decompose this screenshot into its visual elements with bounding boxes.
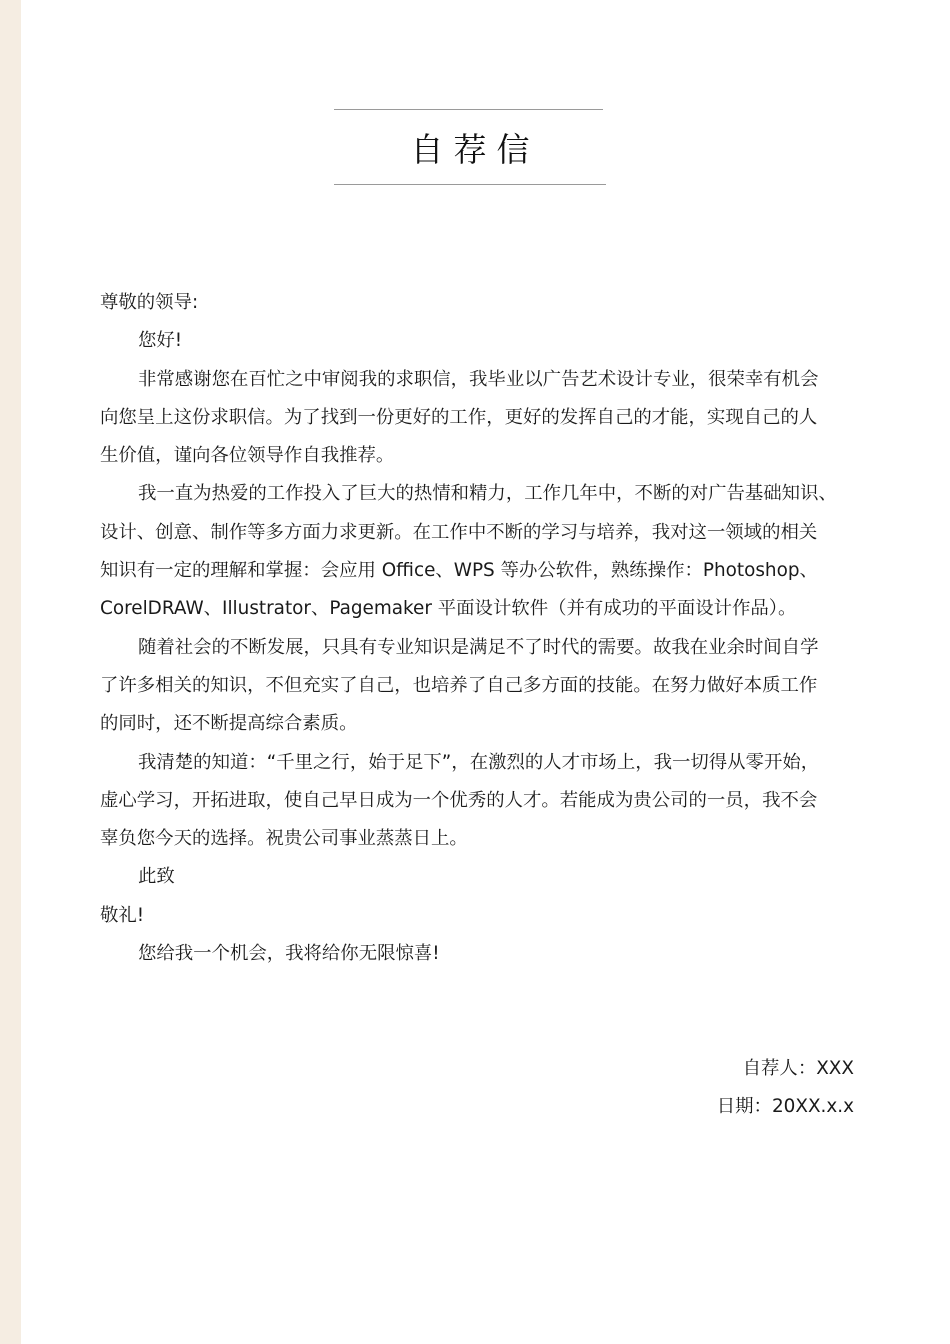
letter-title: 自荐信 <box>410 130 540 169</box>
greeting: 您好! <box>138 330 183 352</box>
signature-date: 日期：20XX.x.x <box>716 1096 854 1118</box>
paragraph-line: 的同时，还不断提高综合素质。 <box>100 713 358 735</box>
paragraph-line: 非常感谢您在百忙之中审阅我的求职信，我毕业以广告艺术设计专业，很荣幸有机会 <box>138 368 819 390</box>
paragraph-line: 辜负您今天的选择。祝贵公司事业蒸蒸日上。 <box>100 828 468 850</box>
title-top-rule <box>334 109 603 110</box>
paragraph-line: 向您呈上这份求职信。为了找到一份更好的工作，更好的发挥自己的才能，实现自己的人 <box>100 406 818 428</box>
paragraph-line: 了许多相关的知识，不但充实了自己，也培养了自己多方面的技能。在努力做好本质工作 <box>100 674 818 696</box>
paragraph-2 <box>100 475 875 628</box>
title-bottom-rule <box>334 184 606 185</box>
paragraph-3 <box>100 629 875 744</box>
paragraph-line: 设计、创意、制作等多方面力求更新。在工作中不断的学习与培养，我对这一领域的相关 <box>100 521 818 543</box>
paragraph-line: 我清楚的知道：“千里之行，始于足下”，在激烈的人才市场上，我一切得从零开始， <box>138 751 820 773</box>
paragraph-1 <box>100 361 875 476</box>
paragraph-line: 我一直为热爱的工作投入了巨大的热情和精力，工作几年中，不断的对广告基础知识、 <box>138 483 837 505</box>
closing-wish: 您给我一个机会，我将给你无限惊喜! <box>138 943 440 965</box>
salutation: 尊敬的领导: <box>100 292 199 313</box>
paragraph-line: 知识有一定的理解和掌握：会应用 Office、WPS 等办公软件，熟练操作：Photoshop、 <box>100 560 818 582</box>
letter-body <box>100 284 875 973</box>
signature-block <box>717 1050 854 1127</box>
paragraph-line: 生价值，谨向各位领导作自我推荐。 <box>100 445 395 467</box>
paragraph-line: 虚心学习，开拓进取，使自己早日成为一个优秀的人才。若能成为贵公司的一员，我不会 <box>100 789 818 811</box>
letter-page <box>21 0 950 1344</box>
closing-salute: 敬礼! <box>100 904 145 926</box>
closing-respect: 此致 <box>138 866 175 888</box>
paragraph-line: CorelDRAW、Illustrator、Pagemaker 平面设计软件（并有成功的平面设计作品）。 <box>100 598 797 620</box>
paragraph-4 <box>100 744 875 859</box>
paragraph-line: 随着社会的不断发展，只具有专业知识是满足不了时代的需要。故我在业余时间自学 <box>138 636 819 658</box>
signature-name: 自荐人：XXX <box>742 1058 854 1079</box>
left-decorative-band <box>0 0 21 1344</box>
